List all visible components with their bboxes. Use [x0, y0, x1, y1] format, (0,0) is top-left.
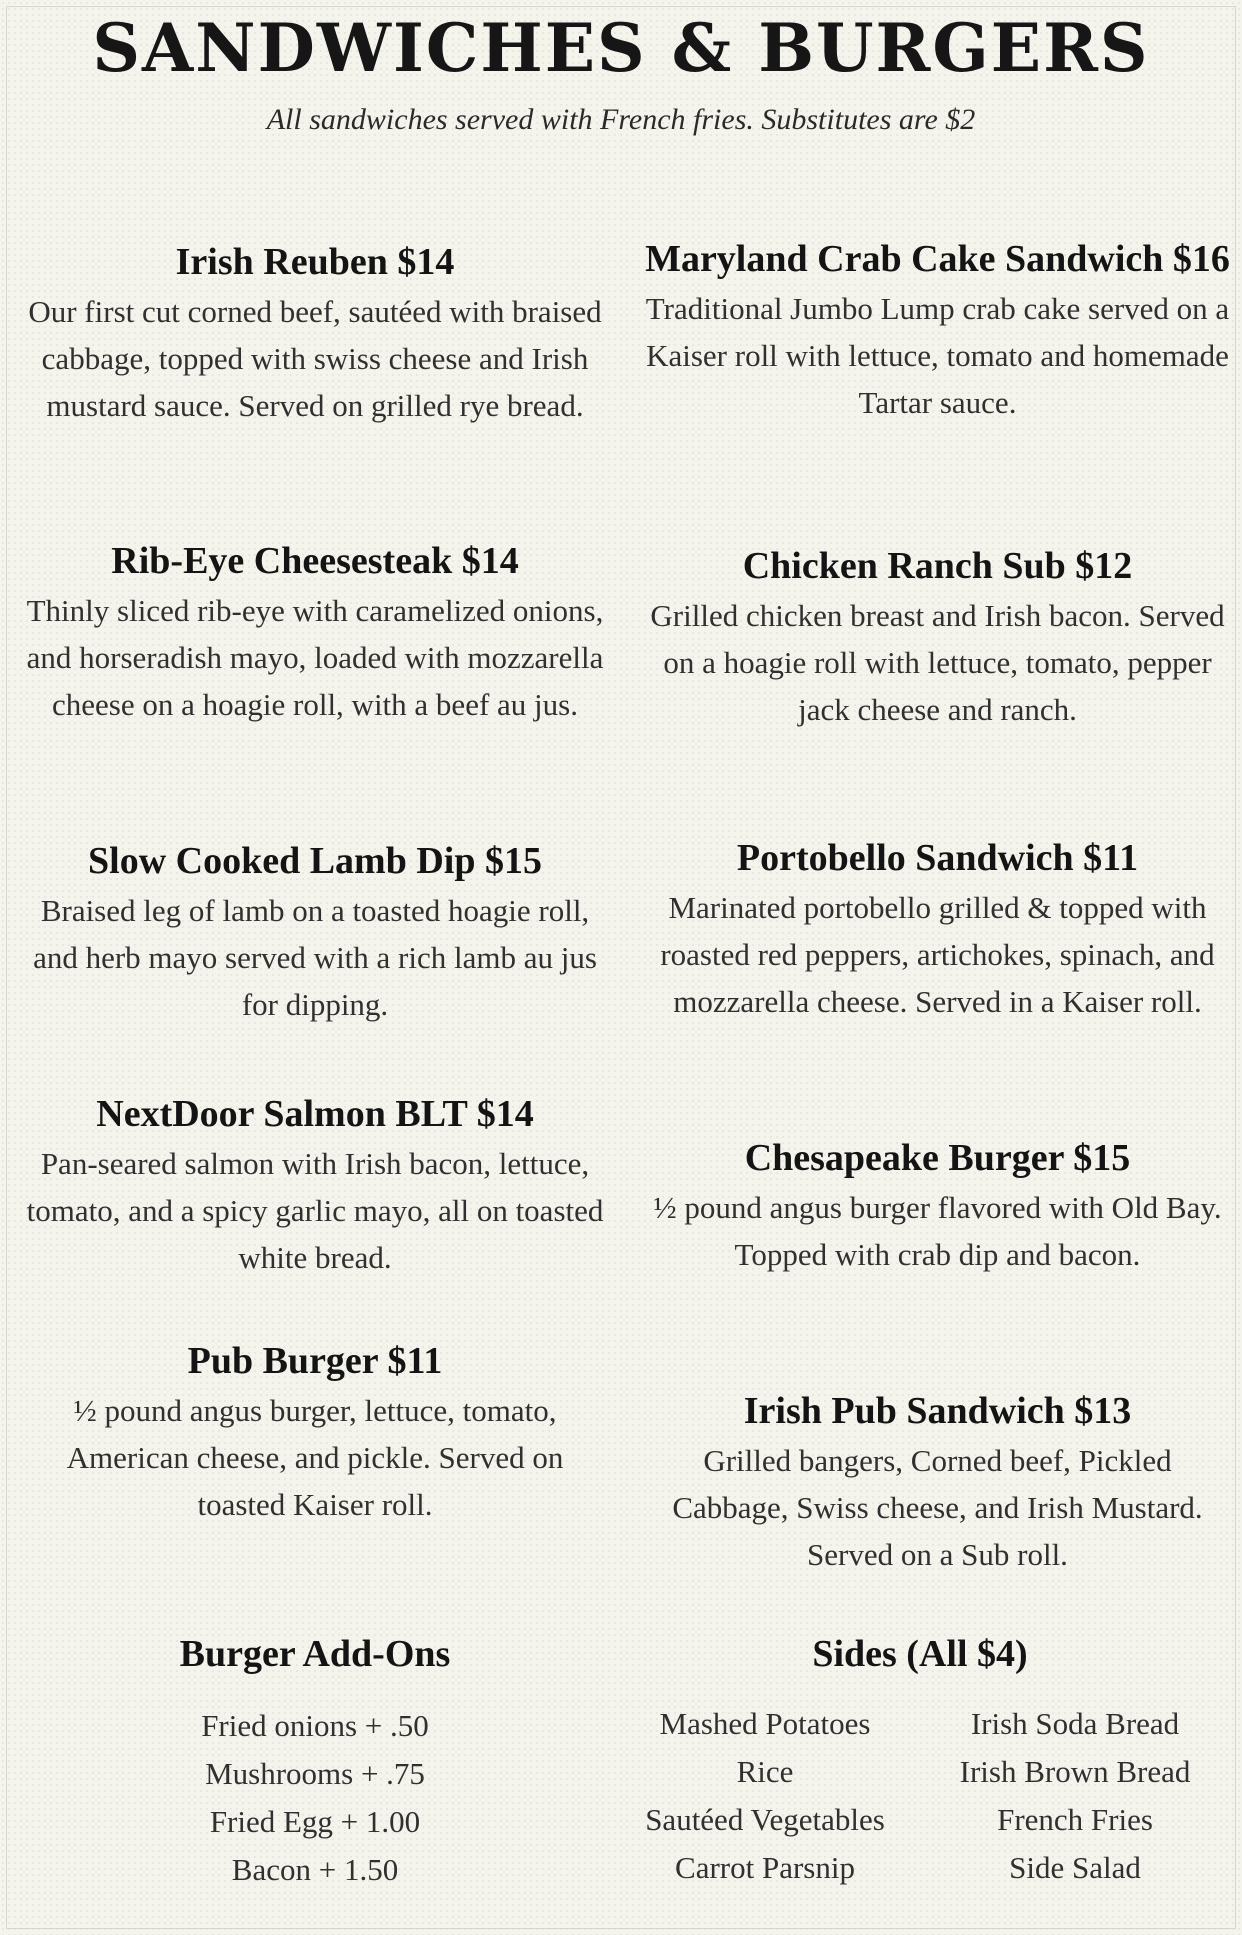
item-title: Irish Pub Sandwich $13 — [743, 1390, 1132, 1432]
item-title: Slow Cooked Lamb Dip $15 — [88, 840, 542, 882]
side-item: Irish Soda Bread — [970, 1706, 1180, 1741]
menu-subtitle: All sandwiches served with French fries. Substitutes are $2 — [266, 103, 976, 136]
sides-list — [610, 1700, 1230, 1892]
menu-item-chicken-ranch-sub — [645, 540, 1230, 733]
item-title: Maryland Crab Cake Sandwich $16 — [645, 238, 1230, 280]
item-description: Traditional Jumbo Lump crab cake served on a Kaiser roll with lettuce, tomato and homemade Tartar sauce. — [645, 291, 1230, 420]
menu-item-slow-cooked-lamb-dip — [20, 835, 610, 1028]
addon-item: Fried onions + .50 — [201, 1708, 429, 1743]
item-description: Our first cut corned beef, sautéed with braised cabbage, topped with swiss cheese and Irish mustard sauce. Served on grilled rye bread. — [28, 294, 602, 423]
side-item: Mashed Potatoes — [659, 1706, 871, 1741]
item-description: Thinly sliced rib-eye with caramelized onions, and horseradish mayo, loaded with mozzarella cheese on a hoagie roll, with a beef au jus. — [26, 593, 604, 722]
menu-item-pub-burger — [20, 1335, 610, 1528]
menu-item-irish-pub-sandwich — [645, 1385, 1230, 1578]
addon-item: Mushrooms + .75 — [205, 1756, 425, 1791]
burger-addons-section — [20, 1628, 610, 1894]
item-title: Chesapeake Burger $15 — [744, 1137, 1131, 1179]
item-title: Chicken Ranch Sub $12 — [742, 545, 1133, 587]
item-description: Pan-seared salmon with Irish bacon, lettuce, tomato, and a spicy garlic mayo, all on toasted white bread. — [26, 1146, 604, 1275]
menu-item-portobello-sandwich — [645, 832, 1230, 1025]
item-title: Pub Burger $11 — [187, 1340, 443, 1382]
addon-item: Bacon + 1.50 — [231, 1852, 399, 1887]
menu-item-rib-eye-cheesesteak — [20, 535, 610, 728]
item-description: Grilled bangers, Corned beef, Pickled Cabbage, Swiss cheese, and Irish Mustard. Served on a Sub roll. — [672, 1443, 1203, 1572]
side-item: Carrot Parsnip — [675, 1850, 855, 1885]
side-item: Irish Brown Bread — [959, 1754, 1191, 1789]
item-title: Irish Reuben $14 — [175, 241, 455, 283]
side-item: Rice — [736, 1754, 794, 1789]
side-item: French Fries — [997, 1802, 1153, 1837]
item-description: Marinated portobello grilled & topped with roasted red peppers, artichokes, spinach, and mozzarella cheese. Served in a Kaiser roll. — [660, 890, 1215, 1019]
addons-list — [20, 1702, 610, 1894]
menu-item-irish-reuben — [20, 236, 610, 429]
item-description: ½ pound angus burger, lettuce, tomato, American cheese, and pickle. Served on toasted Kaiser roll. — [66, 1393, 564, 1522]
menu-item-chesapeake-burger — [645, 1132, 1230, 1278]
addon-item: Fried Egg + 1.00 — [209, 1804, 421, 1839]
item-description: Grilled chicken breast and Irish bacon. Served on a hoagie roll with lettuce, tomato, pepper jack cheese and ranch. — [650, 598, 1225, 727]
addons-title: Burger Add-Ons — [179, 1633, 451, 1675]
menu-item-nextdoor-salmon-blt — [20, 1088, 610, 1281]
item-title: NextDoor Salmon BLT $14 — [96, 1093, 534, 1135]
item-description: Braised leg of lamb on a toasted hoagie roll, and herb mayo served with a rich lamb au jus for dipping. — [33, 893, 597, 1022]
side-item: Sautéed Vegetables — [645, 1802, 885, 1837]
side-item: Side Salad — [1009, 1850, 1141, 1885]
menu-item-maryland-crab-cake-sandwich — [645, 233, 1230, 426]
sides-title: Sides (All $4) — [812, 1633, 1028, 1675]
sides-section — [610, 1628, 1230, 1892]
menu-title: SANDWICHES & BURGERS — [92, 9, 1150, 87]
item-title: Portobello Sandwich $11 — [736, 837, 1139, 879]
item-title: Rib-Eye Cheesesteak $14 — [111, 540, 519, 582]
item-description: ½ pound angus burger flavored with Old Bay. Topped with crab dip and bacon. — [653, 1190, 1222, 1272]
